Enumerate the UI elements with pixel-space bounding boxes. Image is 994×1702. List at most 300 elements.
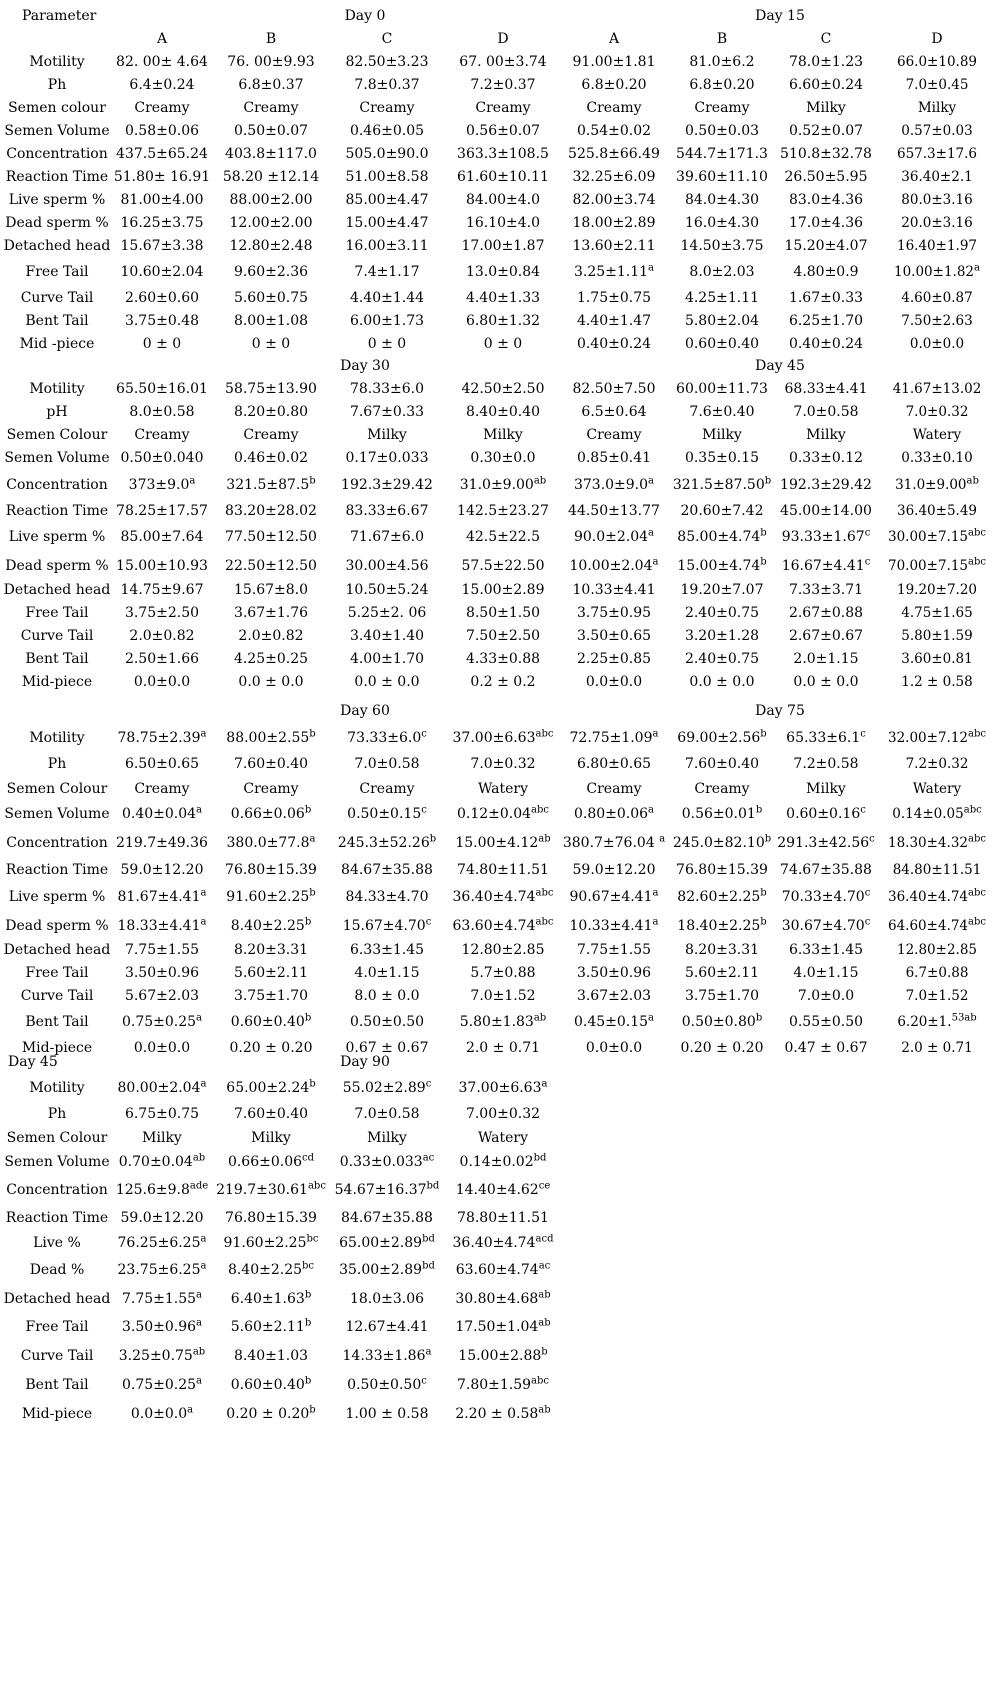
table-row — [0, 1076, 994, 1100]
value-text: 76. 00±9.93 — [227, 54, 315, 70]
significance-superscript: a — [974, 262, 980, 274]
value-cell — [216, 400, 326, 424]
value-text: 15.00±2.88 — [458, 1348, 542, 1364]
value-cell — [560, 73, 668, 97]
value-cell — [443, 554, 563, 578]
table-row — [0, 1010, 994, 1034]
value-cell — [560, 165, 668, 189]
table-row — [0, 260, 994, 284]
value-text: 2.0±0.82 — [129, 628, 195, 644]
value-cell — [443, 961, 563, 985]
value-text: 12.80±2.85 — [896, 942, 978, 958]
value-text: 6.20±1. — [897, 1014, 952, 1030]
significance-superscript: b — [304, 804, 312, 816]
value-cell — [216, 50, 326, 74]
value-text: 7.2±0.37 — [470, 77, 536, 93]
value-text: 84.67±35.88 — [341, 862, 433, 878]
value-cell — [443, 777, 563, 801]
value-text: 19.20±7.07 — [680, 582, 764, 598]
value-text: 0.14±0.05 — [892, 806, 964, 822]
value-text: 44.50±13.77 — [568, 503, 660, 519]
value-text: 51.80± 16.91 — [113, 169, 211, 185]
value-cell — [560, 885, 668, 909]
value-cell — [770, 831, 882, 855]
value-text: Watery — [477, 1130, 529, 1146]
value-cell — [880, 332, 994, 356]
value-text: 4.60±0.87 — [901, 290, 973, 306]
value-text: 84.80±11.51 — [892, 862, 982, 878]
value-text: 0.50±0.040 — [120, 450, 204, 466]
value-text: 76.25±6.25 — [117, 1235, 201, 1251]
significance-superscript: a — [200, 728, 207, 740]
value-cell — [110, 96, 214, 120]
value-text: 2.60±0.60 — [124, 290, 200, 306]
value-cell — [560, 578, 668, 602]
value-cell — [770, 286, 882, 310]
value-cell — [216, 984, 326, 1008]
value-text: 4.40±1.44 — [349, 290, 425, 306]
value-text: 403.8±117.0 — [225, 146, 317, 162]
value-text: 76.80±15.39 — [676, 862, 768, 878]
significance-superscript: abc — [531, 1375, 550, 1387]
value-text: 5.60±2.11 — [684, 965, 760, 981]
value-cell — [329, 1076, 445, 1100]
value-text: 80.00±2.04 — [117, 1080, 201, 1096]
value-cell — [880, 914, 994, 938]
value-text: 54.67±16.37 — [334, 1182, 427, 1198]
value-cell — [770, 885, 882, 909]
significance-superscript: b — [309, 728, 316, 740]
significance-superscript: a — [189, 475, 196, 487]
value-cell — [216, 165, 326, 189]
significance-superscript: a — [196, 1289, 203, 1301]
value-cell — [443, 165, 563, 189]
value-text: 5.80±2.04 — [684, 313, 760, 329]
value-cell — [216, 1010, 326, 1034]
significance-superscript: b — [304, 1317, 312, 1329]
value-cell — [560, 777, 668, 801]
day-label-right: Day 75 — [755, 703, 805, 719]
value-text: 80.0±3.16 — [901, 192, 973, 208]
table-row — [0, 802, 994, 826]
value-text: 0.67 ± 0.67 — [345, 1040, 429, 1056]
parameter-name: Ph — [47, 77, 67, 93]
value-text: 0.0 ± 0.0 — [793, 674, 859, 690]
value-text: 36.40±5.49 — [896, 503, 978, 519]
value-cell — [216, 1258, 326, 1282]
parameter-name: Dead sperm % — [5, 558, 109, 574]
value-cell — [770, 554, 882, 578]
value-cell — [110, 601, 214, 625]
value-text: 125.6±9.8 — [115, 1182, 190, 1198]
value-cell — [216, 188, 326, 212]
value-cell — [666, 423, 778, 447]
value-cell — [216, 1402, 326, 1426]
value-text: 7.0±0.32 — [905, 404, 969, 420]
value-text: 7.75±1.55 — [124, 942, 200, 958]
value-text: 8.40±0.40 — [465, 404, 541, 420]
value-cell — [443, 578, 563, 602]
value-text: 83.20±28.02 — [225, 503, 317, 519]
value-text: 15.20±4.07 — [784, 238, 868, 254]
value-cell — [329, 1126, 445, 1150]
table-row — [0, 1126, 994, 1150]
value-text: 14.33±1.86 — [342, 1348, 426, 1364]
value-text: 3.50±0.96 — [124, 965, 200, 981]
value-cell — [443, 260, 563, 284]
table-row — [0, 332, 994, 356]
value-text: 7.0±1.52 — [905, 988, 969, 1004]
value-text: Milky — [806, 100, 846, 116]
significance-superscript: a — [200, 1260, 207, 1272]
value-cell — [770, 260, 882, 284]
value-text: 0.0 ± 0.0 — [689, 674, 755, 690]
table-row — [0, 1102, 994, 1126]
value-cell — [110, 1126, 214, 1150]
table-row — [0, 858, 994, 882]
value-cell — [110, 1010, 214, 1034]
value-cell — [560, 473, 668, 497]
parameter-name: Motility — [29, 54, 85, 70]
value-text: 0.75±0.25 — [121, 1014, 197, 1030]
value-text: 14.50±3.75 — [680, 238, 764, 254]
value-text: 6.25±1.70 — [788, 313, 864, 329]
value-text: 0.46±0.05 — [349, 123, 425, 139]
significance-superscript: bd — [422, 1260, 435, 1272]
value-cell — [443, 831, 563, 855]
value-text: 58.75±13.90 — [225, 381, 317, 397]
value-cell — [329, 234, 445, 258]
value-cell — [666, 858, 778, 882]
significance-superscript: abc — [307, 1180, 326, 1192]
value-cell — [770, 188, 882, 212]
value-cell — [329, 286, 445, 310]
value-cell — [880, 286, 994, 310]
value-cell — [110, 1287, 214, 1311]
value-text: 90.0±2.04 — [573, 529, 649, 545]
value-text: 84.0±4.30 — [684, 192, 760, 208]
value-cell — [880, 554, 994, 578]
value-text: 26.50±5.95 — [784, 169, 868, 185]
value-cell — [216, 1231, 326, 1255]
significance-superscript: abc — [531, 804, 550, 816]
value-cell — [443, 1315, 563, 1339]
parameter-name: Semen colour — [8, 100, 106, 116]
parameter-name: Motility — [29, 730, 85, 746]
value-cell — [880, 802, 994, 826]
value-cell — [770, 647, 882, 671]
value-text: 81.67±4.41 — [117, 889, 201, 905]
day-header-row — [0, 4, 994, 28]
significance-superscript: bd — [426, 1180, 440, 1192]
value-text: 0.35±0.15 — [684, 450, 760, 466]
value-cell — [666, 802, 778, 826]
value-cell — [666, 914, 778, 938]
value-text: 15.00±4.74 — [677, 558, 761, 574]
value-cell — [216, 473, 326, 497]
significance-superscript: ab — [192, 1152, 206, 1164]
group-label: B — [716, 31, 728, 47]
value-cell — [880, 234, 994, 258]
table-row — [0, 938, 994, 962]
value-text: 0.50±0.03 — [684, 123, 760, 139]
value-text: 19.20±7.20 — [896, 582, 978, 598]
value-cell — [770, 473, 882, 497]
value-cell — [216, 914, 326, 938]
parameter-name: Free Tail — [25, 605, 89, 621]
value-text: 3.50±0.96 — [121, 1319, 197, 1335]
value-text: 3.75±2.50 — [124, 605, 200, 621]
value-text: 12.67±4.41 — [345, 1319, 429, 1335]
value-text: 3.50±0.96 — [576, 965, 652, 981]
value-text: 64.60±4.74 — [888, 918, 969, 934]
significance-superscript: cd — [302, 1152, 315, 1164]
value-text: 10.00±2.04 — [569, 558, 653, 574]
significance-superscript: ab — [192, 1346, 206, 1358]
value-cell — [216, 1150, 326, 1174]
value-text: Creamy — [359, 781, 415, 797]
table-row — [0, 1178, 994, 1202]
value-cell — [329, 50, 445, 74]
significance-superscript: b — [755, 1012, 763, 1024]
value-text: Milky — [367, 1130, 407, 1146]
significance-superscript: ab — [533, 1012, 547, 1024]
value-cell — [329, 1206, 445, 1230]
table-row — [0, 234, 994, 258]
value-cell — [216, 726, 326, 750]
value-cell — [666, 726, 778, 750]
value-text: 42.50±2.50 — [461, 381, 545, 397]
value-cell — [216, 1102, 326, 1126]
value-cell — [110, 1150, 214, 1174]
value-text: 63.60±4.74 — [452, 918, 536, 934]
value-text: 81.0±6.2 — [689, 54, 755, 70]
value-text: 8.0±2.03 — [689, 264, 755, 280]
value-text: 373±9.0 — [128, 477, 190, 493]
significance-superscript: a — [652, 887, 659, 899]
value-text: 0.20 ± 0.20 — [229, 1040, 313, 1056]
value-cell — [216, 885, 326, 909]
value-cell — [770, 858, 882, 882]
value-cell — [880, 73, 994, 97]
value-text: 0.85±0.41 — [576, 450, 652, 466]
value-text: 93.33±1.67 — [781, 529, 865, 545]
value-text: Milky — [142, 1130, 182, 1146]
value-cell — [329, 377, 445, 401]
value-cell — [110, 473, 214, 497]
value-cell — [666, 831, 778, 855]
value-text: 16.10±4.0 — [465, 215, 541, 231]
value-cell — [110, 309, 214, 333]
value-cell — [329, 554, 445, 578]
significance-superscript: a — [652, 728, 659, 740]
value-text: 0.54±0.02 — [576, 123, 652, 139]
value-cell — [880, 752, 994, 776]
value-text: 505.0±90.0 — [345, 146, 429, 162]
value-cell — [666, 938, 778, 962]
value-text: 18.40±2.25 — [677, 918, 761, 934]
table-row — [0, 1287, 994, 1311]
value-cell — [216, 1126, 326, 1150]
value-text: 1.67±0.33 — [788, 290, 864, 306]
value-cell — [880, 96, 994, 120]
parameter-name: Live % — [33, 1235, 81, 1251]
value-text: 7.4±1.17 — [354, 264, 420, 280]
value-cell — [880, 726, 994, 750]
value-cell — [880, 961, 994, 985]
value-cell — [110, 554, 214, 578]
value-cell — [110, 885, 214, 909]
value-cell — [560, 752, 668, 776]
parameter-name: pH — [46, 404, 68, 420]
value-cell — [770, 234, 882, 258]
value-text: 10.50±5.24 — [345, 582, 429, 598]
significance-superscript: ab — [533, 475, 547, 487]
value-cell — [560, 726, 668, 750]
value-cell — [216, 1206, 326, 1230]
significance-superscript: c — [864, 916, 871, 928]
value-text: Milky — [806, 427, 846, 443]
value-text: 70.33±4.70 — [781, 889, 865, 905]
value-text: 8.40±2.25 — [230, 918, 305, 934]
significance-superscript: a — [425, 1346, 432, 1358]
value-text: 0.75±0.25 — [121, 1377, 197, 1393]
value-text: 82.50±3.23 — [345, 54, 429, 70]
value-text: 0.56±0.07 — [465, 123, 541, 139]
value-text: 219.7±30.61 — [216, 1182, 308, 1198]
table-row — [0, 831, 994, 855]
value-text: 6.5±0.64 — [581, 404, 647, 420]
value-text: 245.0±82.10 — [672, 835, 765, 851]
significance-superscript: b — [760, 527, 767, 539]
value-text: 0.66±0.06 — [230, 806, 305, 822]
group-header-row — [0, 27, 994, 51]
value-text: 321.5±87.5 — [226, 477, 310, 493]
value-text: 3.50±0.65 — [576, 628, 652, 644]
value-text: 4.25±0.25 — [233, 651, 309, 667]
value-cell — [443, 1287, 563, 1311]
parameter-name: Reaction Time — [5, 169, 109, 185]
value-cell — [216, 752, 326, 776]
significance-superscript: ab — [966, 475, 979, 487]
value-text: 0.12±0.04 — [456, 806, 532, 822]
value-text: 3.67±2.03 — [576, 988, 652, 1004]
value-cell — [880, 165, 994, 189]
table-row — [0, 400, 994, 424]
table-row — [0, 885, 994, 909]
value-text: 4.25±1.11 — [684, 290, 760, 306]
value-text: 76.80±15.39 — [225, 862, 317, 878]
value-text: 65.50±16.01 — [116, 381, 208, 397]
value-text: 31.0±9.00 — [895, 477, 967, 493]
significance-superscript: c — [869, 833, 875, 845]
day-label-left: Day 60 — [340, 703, 390, 719]
value-text: 291.3±42.56 — [777, 835, 870, 851]
value-cell — [443, 1178, 563, 1202]
value-text: 61.60±10.11 — [457, 169, 549, 185]
value-text: 4.75±1.65 — [901, 605, 973, 621]
value-text: 8.40±1.03 — [233, 1348, 309, 1364]
value-cell — [666, 961, 778, 985]
value-cell — [443, 647, 563, 671]
significance-superscript: c — [421, 728, 427, 740]
value-text: 6.8±0.20 — [689, 77, 755, 93]
table-row — [0, 1315, 994, 1339]
value-text: Watery — [477, 781, 529, 797]
value-cell — [770, 914, 882, 938]
value-cell — [770, 777, 882, 801]
value-cell — [770, 73, 882, 97]
value-cell — [329, 858, 445, 882]
parameter-name: Semen Volume — [4, 123, 110, 139]
value-text: 85.00±4.47 — [345, 192, 429, 208]
value-text: 37.00±6.63 — [452, 730, 536, 746]
value-text: 16.25±3.75 — [120, 215, 204, 231]
value-cell — [216, 777, 326, 801]
value-text: 6.7±0.88 — [905, 965, 969, 981]
value-text: 8.20±3.31 — [684, 942, 760, 958]
day-label-left: Day 30 — [340, 358, 390, 374]
significance-superscript: b — [304, 916, 312, 928]
value-cell — [110, 377, 214, 401]
significance-superscript: a — [652, 916, 659, 928]
value-text: 78.33±6.0 — [349, 381, 425, 397]
value-cell — [666, 260, 778, 284]
value-text: 7.0±0.45 — [905, 77, 969, 93]
value-cell — [880, 670, 994, 694]
value-text: 5.80±1.59 — [901, 628, 973, 644]
value-cell — [666, 473, 778, 497]
parameter-name: Motility — [29, 1080, 85, 1096]
value-cell — [329, 1102, 445, 1126]
significance-superscript: abc — [968, 556, 986, 568]
value-cell — [110, 578, 214, 602]
value-cell — [329, 984, 445, 1008]
value-text: 91.60±2.25 — [223, 1235, 307, 1251]
table-row — [0, 211, 994, 235]
value-cell — [443, 119, 563, 143]
value-text: 4.40±1.33 — [465, 290, 541, 306]
value-text: 41.67±13.02 — [892, 381, 982, 397]
value-cell — [560, 446, 668, 470]
value-text: 7.00±0.32 — [465, 1106, 541, 1122]
value-cell — [216, 260, 326, 284]
table-row — [0, 578, 994, 602]
value-text: 8.20±3.31 — [233, 942, 309, 958]
significance-superscript: a — [648, 804, 655, 816]
value-text: 2.25±0.85 — [576, 651, 652, 667]
parameter-name: Dead % — [29, 1262, 85, 1278]
value-cell — [880, 119, 994, 143]
value-text: 1.2 ± 0.58 — [901, 674, 973, 690]
value-text: 525.8±66.49 — [568, 146, 660, 162]
value-text: 0.56±0.01 — [681, 806, 756, 822]
value-text: 3.75±1.70 — [684, 988, 760, 1004]
significance-superscript: abc — [963, 804, 982, 816]
value-cell — [560, 670, 668, 694]
value-cell — [560, 50, 668, 74]
value-cell — [770, 578, 882, 602]
table-row — [0, 96, 994, 120]
value-cell — [666, 624, 778, 648]
significance-superscript: c — [425, 916, 432, 928]
value-text: 84.33±4.70 — [345, 889, 429, 905]
significance-superscript: c — [864, 887, 871, 899]
value-cell — [110, 1178, 214, 1202]
value-text: 60.00±11.73 — [676, 381, 768, 397]
significance-superscript: b — [541, 1346, 548, 1358]
value-text: 36.40±4.74 — [452, 1235, 536, 1251]
